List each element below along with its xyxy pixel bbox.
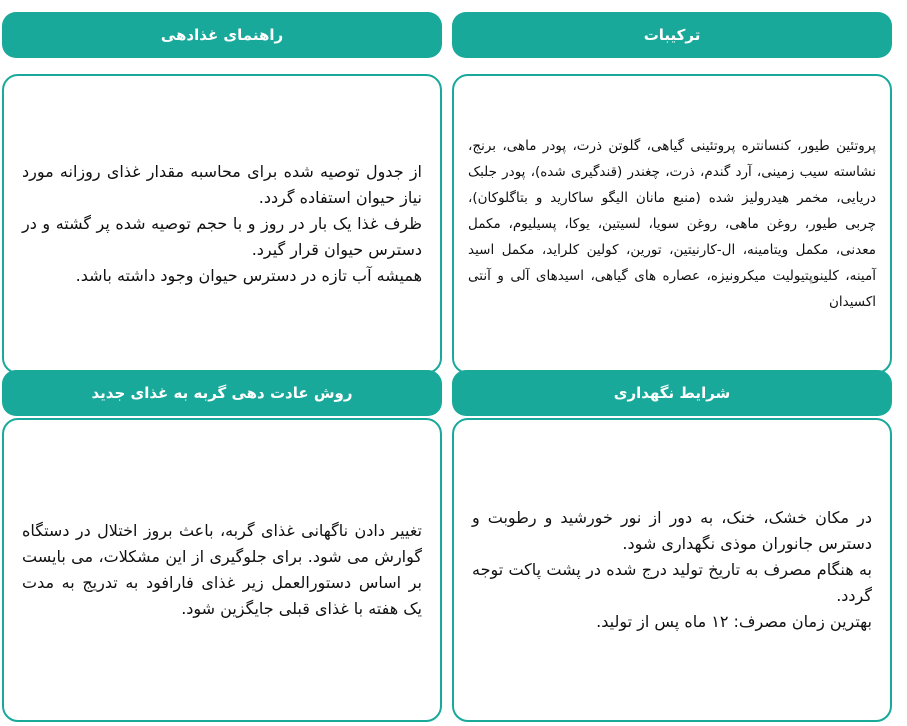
feeding-guide-paragraph: از جدول توصیه شده برای محاسبه مقدار غذای روزانه مورد نیاز حیوان استفاده گردد. <box>22 162 422 207</box>
storage-paragraph: به هنگام مصرف به تاریخ تولید درج شده در پشت پاکت توجه گردد. <box>472 560 872 605</box>
transition-title: روش عادت دهی گربه به غذای جدید <box>2 370 442 416</box>
storage-paragraph: بهترین زمان مصرف: ۱۲ ماه پس از تولید. <box>596 612 872 631</box>
transition-body <box>2 418 442 722</box>
feeding-guide-card <box>2 12 442 362</box>
storage-paragraph: در مکان خشک، خنک، به دور از نور خورشید و رطوبت و دسترس جانوران موذی نگهداری شود. <box>472 508 872 553</box>
storage-title: شرایط نگهداری <box>452 370 892 416</box>
feeding-guide-paragraph: همیشه آب تازه در دسترس حیوان وجود داشته باشد. <box>75 266 422 285</box>
ingredients-card <box>452 12 892 362</box>
storage-body <box>452 418 892 722</box>
ingredients-title: ترکیبات <box>452 12 892 58</box>
feeding-guide-paragraph: ظرف غذا یک بار در روز و با حجم توصیه شده پر گشته و در دسترس حیوان قرار گیرد. <box>22 214 422 259</box>
feeding-guide-body <box>2 74 442 374</box>
ingredients-text: پروتئین طیور، کنسانتره پروتئینی گیاهی، گلوتن ذرت، پودر ماهی، برنج، نشاسته سیب زمینی، آرد گندم، ذرت، چغندر (قندگیری شده)، پودر جلبک دریایی، مخمر هیدرولیز شده (منبع مانان الیگو ساکارید و بتاگلوکان)، چربی طیور، روغن ماهی، روغن سویا، لسیتین، یوکا، پسیلیوم، مکمل معدنی، مکمل ویتامینه، ال-کارنیتین، تورین، کولین کلراید، مکمل اسید آمینه، کلینوپتیولیت میکرونیزه، عصاره های گیاهی، اسیدهای آلی و آنتی اکسیدان <box>468 138 876 310</box>
transition-card <box>2 370 442 720</box>
transition-text: تغییر دادن ناگهانی غذای گربه، باعث بروز اختلال در دستگاه گوارش می شود. برای جلوگیری از این مشکلات، می بایست بر اساس دستورالعمل زیر غذای فارافود به تدریج به مدت یک هفته با غذای قبلی جایگزین شود. <box>22 521 422 618</box>
feeding-guide-title: راهنمای غذادهی <box>2 12 442 58</box>
ingredients-body <box>452 74 892 374</box>
storage-card <box>452 370 892 720</box>
